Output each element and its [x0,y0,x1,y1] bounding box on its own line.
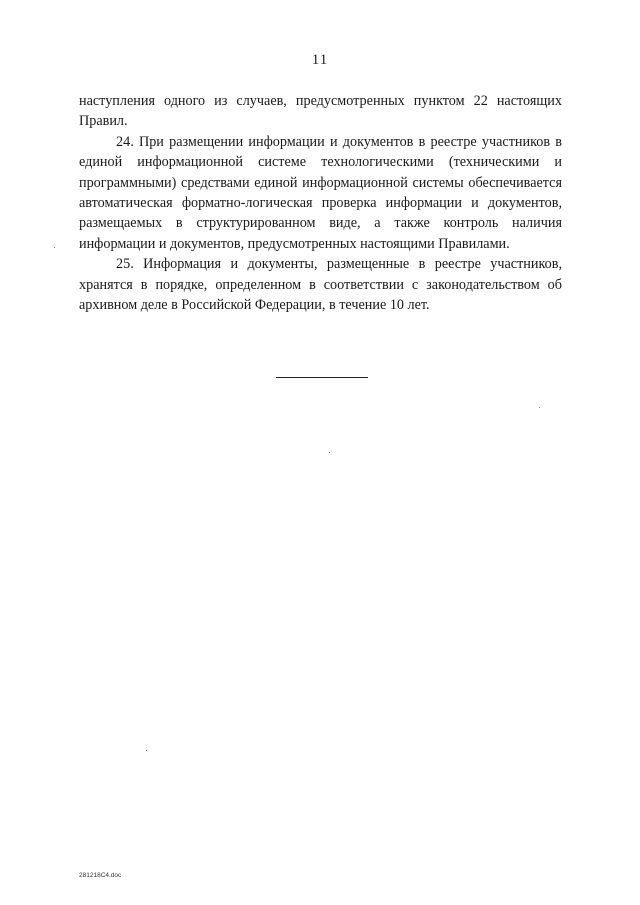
paragraph-item-25: 25. Информация и документы, размещенные в реестре участников, хранятся в порядке, определенном в соответствии с законодательством об архивном деле в Российской Федерации, в течение 10 лет. [79,256,562,314]
document-body [79,91,562,315]
paragraph-continuation: наступления одного из случаев, предусмотренных пунктом 22 настоящих Правил. [79,93,562,130]
scan-speck [539,407,540,408]
footer-filename: 281218C4.doc [79,872,122,879]
scan-speck [329,452,330,453]
scan-speck [54,247,55,248]
paragraph-item-24: 24. При размещении информации и документов в реестре участников в единой информационной системе технологическими (техническими и программными) средствами единой информационной системы обеспечивается автоматическая форматно-логическая проверка информации и документов, размещаемых в структурированном виде, а также контроль наличия информации и документов, предусмотренных настоящими Правилами. [79,133,562,252]
page-number: 11 [311,52,329,68]
scan-speck [146,750,147,751]
section-divider [276,377,368,378]
